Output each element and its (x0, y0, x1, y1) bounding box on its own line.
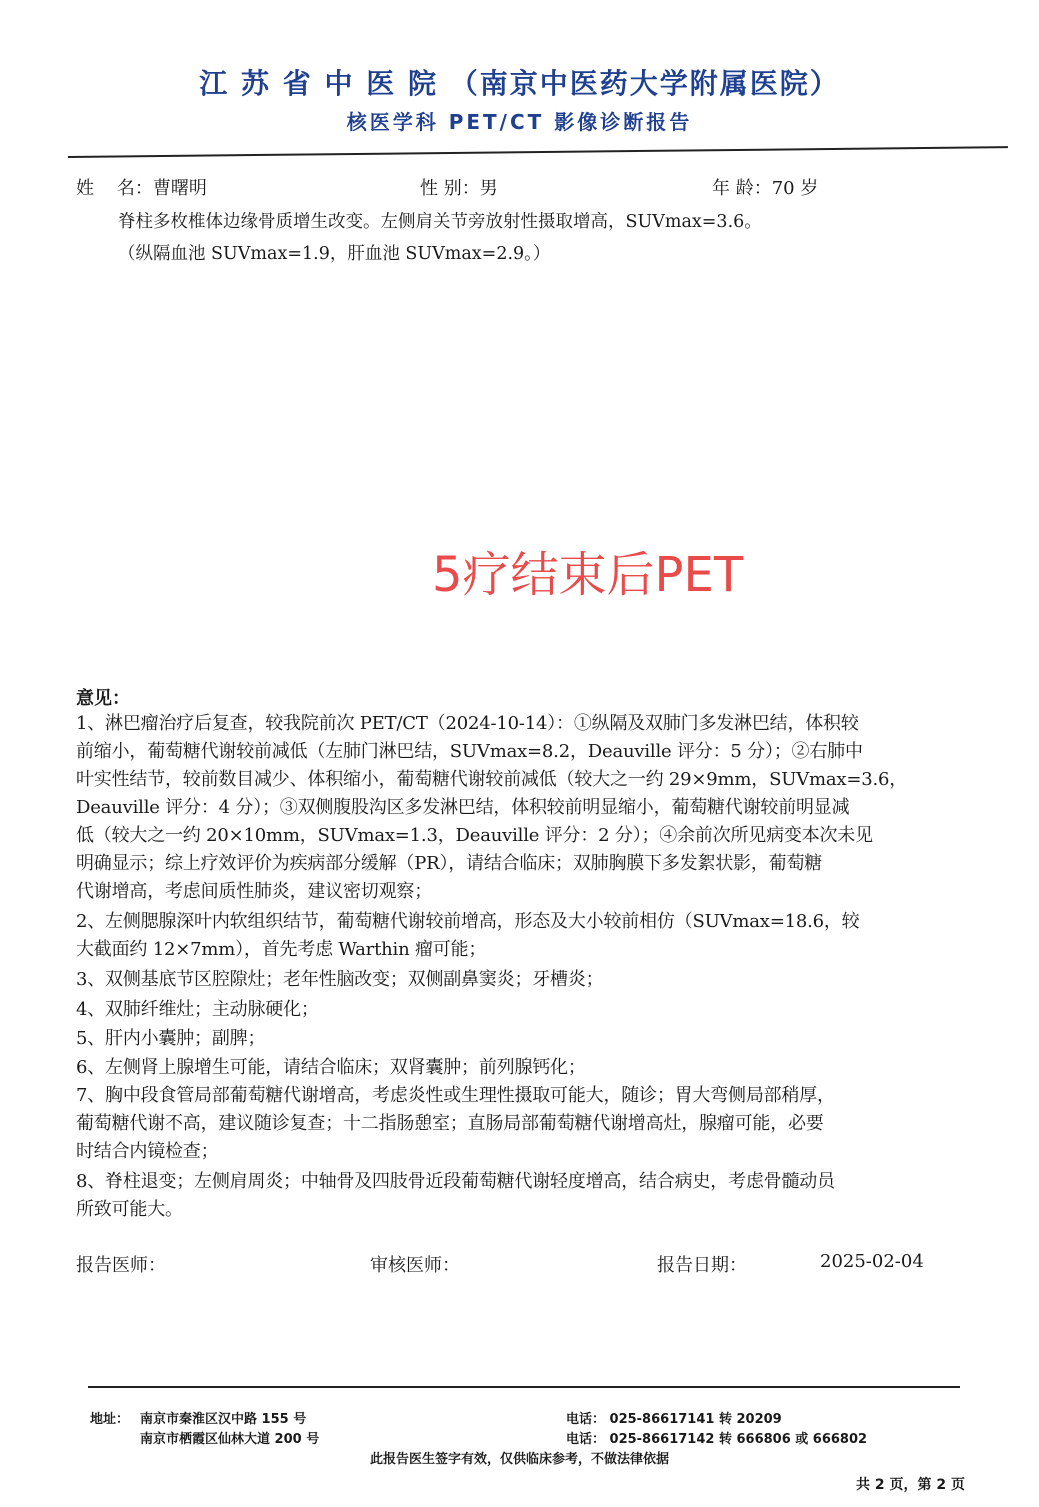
header-divider (68, 146, 1008, 158)
opinion-line: 6、左侧肾上腺增生可能，请结合临床；双肾囊肿；前列腺钙化； (76, 1057, 586, 1078)
patient-name-label: 姓 名： (76, 178, 153, 199)
report-subtitle: 核医学科 PET/CT 影像诊断报告 (346, 110, 693, 134)
finding-line: 脊柱多枚椎体边缘骨质增生改变。左侧肩关节旁放射性摄取增高，SUVmax=3.6。 (118, 212, 762, 232)
opinion-line: 1、淋巴瘤治疗后复查，较我院前次 PET/CT（2024-10-14）：①纵隔及双肺门多发淋巴结，体积较 (76, 713, 859, 734)
opinion-line: 代谢增高，考虑间质性肺炎，建议密切观察； (76, 881, 432, 902)
opinion-line: 时结合内镜检查； (76, 1141, 219, 1162)
report-date-label: 报告日期： (657, 1255, 747, 1276)
opinion-label: 意见： (76, 688, 130, 709)
opinion-line: Deauville 评分：4 分）；③双侧腹股沟区多发淋巴结，体积较前明显缩小，葡萄糖代谢较前明显减 (76, 797, 850, 818)
opinion-line: 4、双肺纤维灶；主动脉硬化； (76, 999, 319, 1020)
treatment-note-stamp: 5疗结束后PET (432, 547, 744, 603)
patient-sex-label: 性 别： (420, 178, 480, 199)
opinion-line: 低（较大之一约 20×10mm，SUVmax=1.3，Deauville 评分：2 分）；④余前次所见病变本次未见 (76, 825, 873, 846)
opinion-line: 明确显示；综上疗效评价为疾病部分缓解（PR），请结合临床；双肺胸膜下多发絮状影，葡萄糖 (76, 853, 823, 874)
opinion-line: 7、胸中段食管局部葡萄糖代谢增高，考虑炎性或生理性摄取可能大，随诊；胃大弯侧局部稍厚， (76, 1085, 835, 1106)
patient-sex-row (420, 174, 498, 200)
reviewer-label: 审核医师： (370, 1255, 460, 1276)
opinion-line: 8、脊柱退变；左侧肩周炎；中轴骨及四肢骨近段葡萄糖代谢轻度增高，结合病史，考虑骨髓动员 (76, 1171, 835, 1192)
phone-line-2: 电话： 025-86617142 转 666806 或 666802 (566, 1432, 868, 1447)
address-label: 地址： (90, 1412, 130, 1427)
address-line-2: 南京市栖霞区仙林大道 200 号 (140, 1432, 320, 1447)
page-number: 共 2 页，第 2 页 (856, 1477, 965, 1493)
hospital-title: 江 苏 省 中 医 院 （南京中医药大学附属医院） (199, 67, 840, 100)
opinion-line: 葡萄糖代谢不高，建议随诊复查；十二指肠憩室；直肠局部葡萄糖代谢增高灶，腺瘤可能，必要 (76, 1113, 824, 1134)
opinion-line: 前缩小，葡萄糖代谢较前减低（左肺门淋巴结，SUVmax=8.2，Deauville 评分：5 分）；②右肺中 (76, 741, 863, 762)
phone-line-1: 电话： 025-86617141 转 20209 (566, 1412, 782, 1427)
finding-line: （纵隔血池 SUVmax=1.9，肝血池 SUVmax=2.9。） (118, 244, 551, 264)
opinion-line: 3、双侧基底节区腔隙灶；老年性脑改变；双侧副鼻窦炎；牙槽炎； (76, 969, 604, 990)
opinion-line: 叶实性结节，较前数目减少、体积缩小，葡萄糖代谢较前减低（较大之一约 29×9mm，SUVmax=3.6， (76, 769, 908, 790)
footer-divider (88, 1386, 960, 1388)
opinion-line: 5、肝内小囊肿；副脾； (76, 1028, 266, 1049)
opinion-line: 大截面约 12×7mm），首先考虑 Warthin 瘤可能； (76, 939, 487, 960)
patient-age-row (712, 174, 818, 200)
patient-name-row (76, 174, 207, 200)
report-date: 2025-02-04 (820, 1251, 924, 1272)
footer-notice: 此报告医生签字有效，仅供临床参考，不做法律依据 (369, 1452, 669, 1467)
patient-age-label: 年 龄： (712, 178, 772, 199)
address-line-1: 南京市秦淮区汉中路 155 号 (140, 1412, 307, 1427)
opinion-line: 所致可能大。 (76, 1199, 183, 1220)
reporter-label: 报告医师： (76, 1255, 166, 1276)
patient-name: 曹曙明 (152, 178, 207, 199)
patient-age: 70 岁 (771, 178, 819, 199)
patient-sex: 男 (479, 178, 498, 199)
opinion-line: 2、左侧腮腺深叶内软组织结节，葡萄糖代谢较前增高，形态及大小较前相仿（SUVmax=18.6，较 (76, 911, 860, 932)
